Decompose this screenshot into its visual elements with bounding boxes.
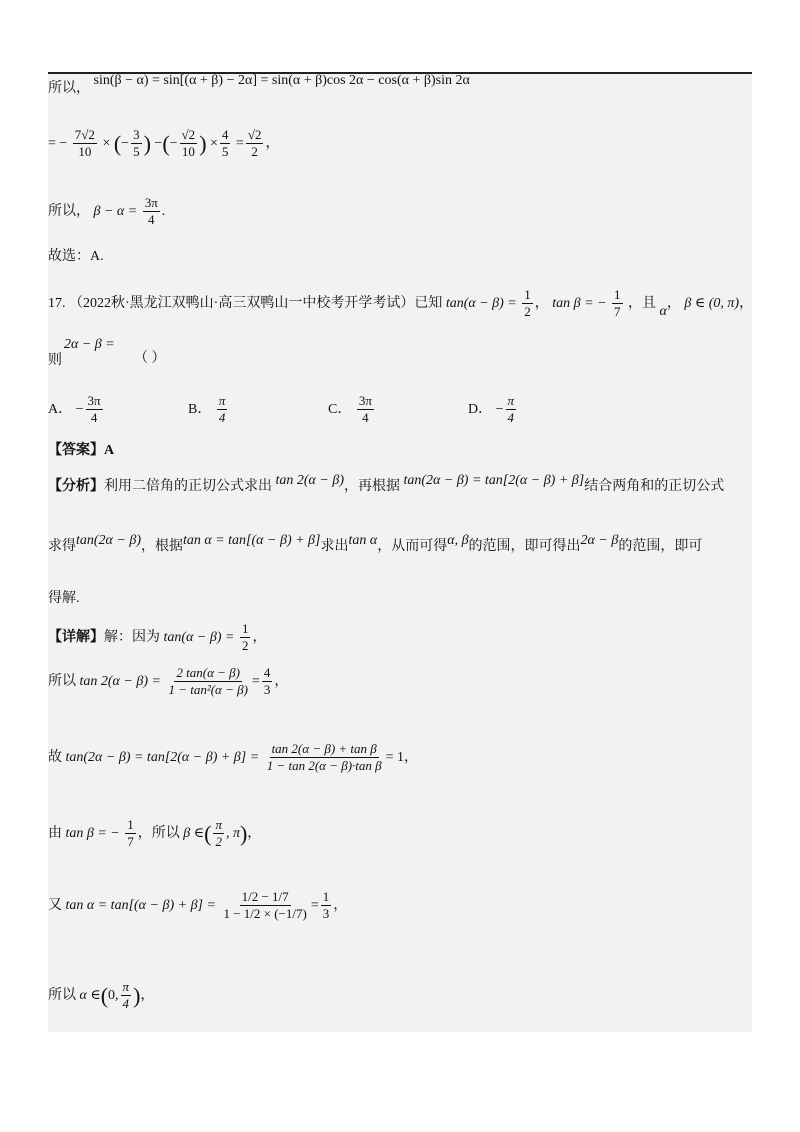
- fraction: $\frac{4}{5}$: [221, 127, 229, 160]
- formula: β ∈ (0, π): [684, 296, 740, 312]
- question-17-line-1: 17. （2022秋·黑龙江双鸭山·高三双鸭山一中校考开学考试）已知 tan(α − β) = $\frac{1}{2}$ ， tan β = − $\frac{1}{7}$ ，且 α， β ∈ (0, π)，: [48, 287, 754, 320]
- answer-blank: （ ）: [134, 351, 166, 366]
- question-source: （2022秋·黑龙江双鸭山·高三双鸭山一中校考开学考试）已知: [69, 296, 443, 312]
- solution-line-3: 所以， β − α = $\frac{3\pi}{4}$ .: [48, 195, 166, 228]
- formula: sin(β − α) = sin[(α + β) − 2α] = sin(α + β)cos 2α − cos(α + β)sin 2α: [93, 73, 470, 88]
- fraction: $\frac{7√2}{10}$: [74, 127, 95, 160]
- analysis-line-1: 【分析】利用二倍角的正切公式求出 tan 2(α − β)，再根据 tan(2α − β) = tan[2(α − β) + β]结合两角和的正切公式: [48, 473, 725, 494]
- detail-line-2: 所以 tan 2(α − β) = $\frac{2 \tan(\alpha - \beta)}{\text{1 − tan²(α − β)}}$ = $\frac{4}{3}$ ，: [48, 665, 289, 698]
- solution-line-1: [48, 73, 470, 96]
- fraction: $\frac{√2}{10}$: [181, 127, 196, 160]
- option-a[interactable]: A． − $\frac{3\pi}{4}$: [48, 393, 101, 426]
- question-number: 17.: [48, 296, 66, 312]
- detail-line-5: 又 tan α = tan[(α − β) + β] = $\frac{1/2 - 1/7}{1 - 1/2 \times (-1/7)}$ = $\frac{1}{3}$ ，: [48, 889, 348, 922]
- choice-statement: 故选：A.: [48, 249, 104, 264]
- formula: 2α − β =: [64, 337, 115, 352]
- fraction: $\frac{3}{5}$: [133, 127, 140, 160]
- formula: α: [659, 304, 667, 320]
- formula: tan β = −: [552, 296, 607, 312]
- detail-line-6: 所以 α ∈(0, $\frac{\pi}{4}$ )，: [48, 979, 155, 1012]
- detail-line-1: 【详解】解：因为 tan(α − β) = $\frac{1}{2}$ ，: [48, 621, 267, 654]
- formula: tan(α − β) =: [445, 296, 517, 312]
- answer-label: 【答案】A: [48, 443, 115, 458]
- detail-line-3: 故 tan(2α − β) = tan[2(α − β) + β] = $\frac{\text{tan 2(α − β) + tan β}}{\text{1 − tan 2(α − β)·tan β}}$ = 1，: [48, 741, 419, 774]
- fraction: $\frac{3\pi}{4}$: [144, 195, 158, 228]
- question-17-line-2: [48, 338, 248, 368]
- text: ，且: [628, 296, 657, 312]
- fraction: $\frac{1}{7}$: [614, 287, 621, 320]
- analysis-line-3: 得解.: [48, 591, 80, 606]
- times-sign: ×: [102, 136, 111, 152]
- text: 则: [48, 353, 62, 368]
- option-c[interactable]: C． $\frac{3\pi}{4}$: [328, 393, 372, 426]
- fraction: $\frac{√2}{2}$: [247, 127, 262, 160]
- formula: β − α =: [93, 204, 138, 220]
- option-b[interactable]: B． $\frac{\pi}{4}$: [188, 393, 226, 426]
- solution-line-2: = − $\frac{7√2}{10}$ × (− $\frac{3}{5}$ ) −(− $\frac{√2}{10}$ ) × $\frac{4}{5}$ = $\frac{√2}{2}$ ，: [48, 127, 280, 160]
- text: 所以，: [48, 204, 90, 220]
- text: 所以，: [48, 81, 90, 96]
- option-d[interactable]: D． − $\frac{\pi}{4}$: [468, 393, 515, 426]
- analysis-line-2: 求得tan(2α − β)，根据tan α = tan[(α − β) + β]求出tan α，从而可得α, β的范围，即可得出2α − β的范围，即可: [48, 533, 703, 554]
- fraction: $\frac{1}{2}$: [524, 287, 531, 320]
- detail-line-4: 由 tan β = − $\frac{1}{7}$ ，所以 β ∈( $\frac{\pi}{2}$ , π)，: [48, 817, 262, 850]
- text: = −: [48, 136, 68, 152]
